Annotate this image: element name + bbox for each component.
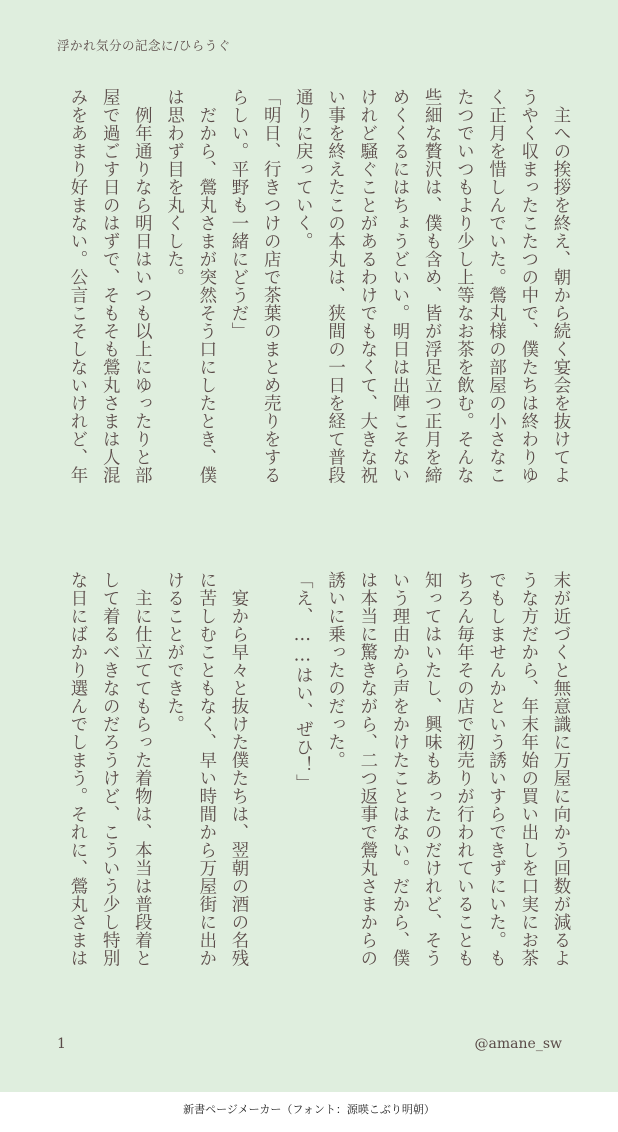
text-line: 屋で過ごす日のはずで、そもそも鶯丸さまは人混	[99, 88, 120, 484]
text-line: して着るべきなのだろうけど、こういう少し特別	[99, 571, 120, 967]
text-line: ちろん毎年その店で初売りが行われていることも	[453, 571, 474, 967]
text-block-top	[61, 88, 576, 528]
text-line: に苦しむこともなく、早い時間から万屋街に出か	[195, 571, 216, 967]
text-line: は本当に驚きながら、二つ返事で鶯丸さまからの	[356, 571, 377, 967]
text-line: みをあまり好まない。公言こそしないけれど、年	[66, 88, 87, 484]
text-line: いう理由から声をかけたことはない。だから、僕	[388, 571, 409, 967]
text-line: 主に仕立ててもらった着物は、本当は普段着と	[131, 571, 152, 967]
text-line: だから、鶯丸さまが突然そう口にしたとき、僕	[195, 88, 216, 484]
text-line: めくくるにはちょうどいい。明日は出陣こそない	[388, 88, 409, 484]
text-line: 宴から早々と抜けた僕たちは、翌朝の酒の名残	[227, 571, 248, 967]
text-line: たつでいつもより少し上等なお茶を飲む。そんな	[453, 88, 474, 484]
author-handle: @amane_sw	[474, 1036, 562, 1052]
text-line: 例年通りなら明日はいつも以上にゆったりと部	[131, 88, 152, 484]
text-line: い事を終えたこの本丸は、狭間の一日を経て普段	[324, 88, 345, 484]
text-line: でもしませんかという誘いすらできずにいた。も	[485, 571, 506, 967]
page-number: 1	[57, 1036, 66, 1052]
text-line: うな方だから、年末年始の買い出しを口実にお茶	[517, 571, 538, 967]
generator-credit: 新書ページメーカー（フォント：源暎こぶり明朝）	[183, 1103, 435, 1116]
text-block-bottom	[61, 571, 576, 1011]
text-line: は思わず目を丸くした。	[163, 88, 184, 286]
text-line: 主への挨拶を終え、朝から続く宴会を抜けてよ	[550, 88, 570, 484]
text-line: 些細な贅沢は、僕も含め、皆が浮足立つ正月を締	[421, 88, 442, 484]
page-header-title: 浮かれ気分の記念に/ひらうぐ	[57, 38, 231, 53]
text-line: 知ってはいたし、興味もあったのだけれど、そう	[421, 571, 442, 967]
text-line: な日にばかり選んでしまう。それに、鶯丸さまは	[66, 571, 87, 967]
text-line: けることができた。	[163, 571, 184, 733]
text-line: 「え、……はい、ぜひ！」	[292, 571, 313, 793]
text-line	[254, 571, 286, 1011]
text-line: 「明日、行きつけの店で茶葉のまとめ売りをする	[260, 88, 281, 484]
text-line: 誘いに乗ったのだった。	[324, 571, 345, 769]
text-line: 末が近づくと無意識に万屋に向かう回数が減るよ	[550, 571, 570, 967]
text-line: うやく収まったこたつの中で、僕たちは終わりゆ	[517, 88, 538, 484]
text-line: 通りに戻っていく。	[292, 88, 313, 250]
text-line: けれど騒ぐことがあるわけでもなくて、大きな祝	[356, 88, 377, 484]
text-line: く正月を惜しんでいた。鶯丸様の部屋の小さなこ	[485, 88, 506, 484]
text-line: らしい。平野も一緒にどうだ」	[227, 88, 248, 340]
